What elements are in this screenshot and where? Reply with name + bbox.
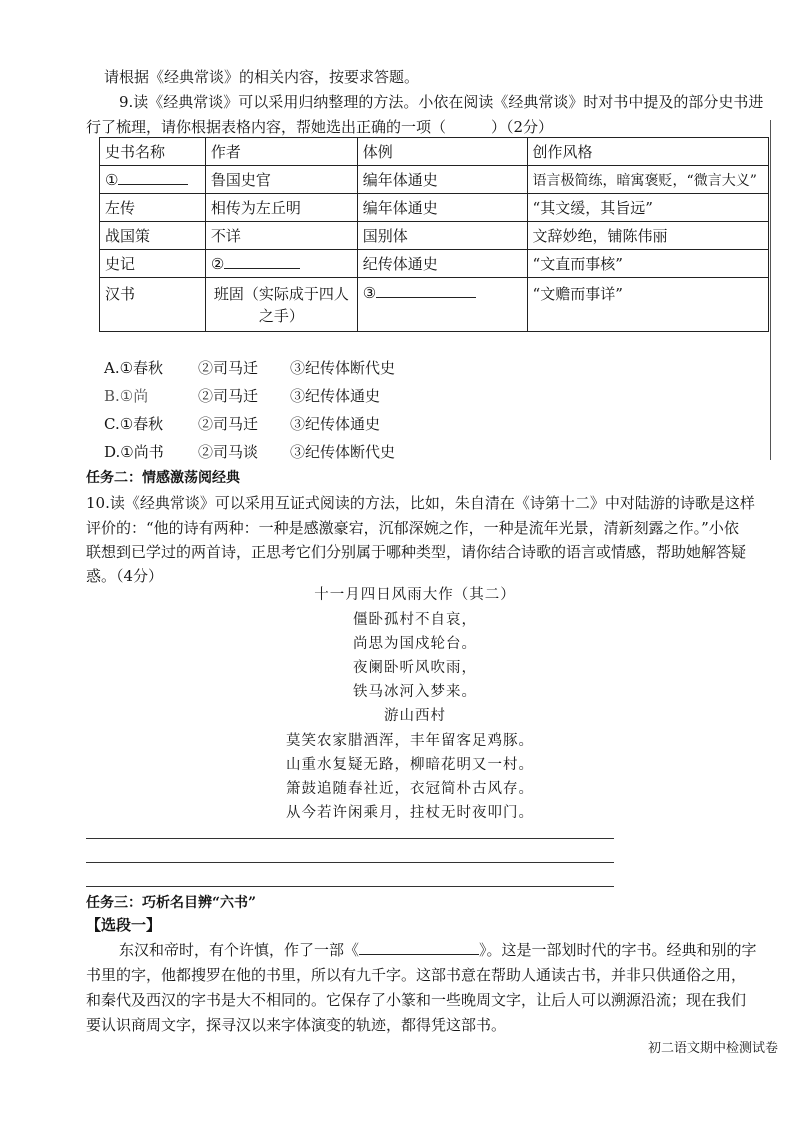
task2-heading: 任务二：情感激荡阅经典 (86, 470, 240, 486)
answer-blank-3 (376, 283, 476, 298)
poem2-line: 山重水复疑无路，柳暗花明又一村。 (286, 757, 534, 773)
cell-creation: “文赡而事详” (527, 278, 768, 332)
cell-creation: “其文缓，其旨远” (527, 194, 768, 222)
option-c: ③纪传体断代史 (290, 359, 396, 377)
cell-creation: “文直而事核” (527, 250, 768, 278)
option-b: ②司马谈 (198, 443, 259, 461)
cell-style: 纪传体通史 (357, 250, 527, 278)
option-c: ③纪传体断代史 (290, 443, 396, 461)
table-row (100, 222, 769, 250)
cell-style: 编年体通史 (357, 166, 527, 194)
scan-edge-line (770, 120, 771, 460)
cell-style: 国别体 (357, 222, 527, 250)
header-style: 体例 (357, 138, 527, 166)
excerpt-label: 【选段一】 (86, 916, 162, 934)
option-b: ②司马迁 (198, 415, 259, 433)
header-book: 史书名称 (100, 138, 206, 166)
option-b: ②司马迁 (198, 359, 259, 377)
poem2-line: 从今若许闲乘月，拄杖无时夜叩门。 (286, 805, 534, 821)
cell-author: 鲁国史官 (205, 166, 357, 194)
blank-marker: ② (210, 255, 225, 273)
excerpt-text: 》。这是一部划时代的字书。经典和别的字 (479, 941, 757, 959)
cell-author: 不详 (205, 222, 357, 250)
cell-book: 左传 (100, 194, 206, 222)
table-row (100, 278, 769, 332)
excerpt-line3: 和秦代及西汉的字书是大不相同的。它保存了小篆和一些晚周文字，让后人可以溯源沿流；现在我们 (86, 991, 747, 1009)
answer-blank-1 (118, 170, 188, 185)
cell-creation: 文辞妙绝，铺陈伟丽 (527, 222, 768, 250)
cell-author: 相传为左丘明 (205, 194, 357, 222)
table-row (100, 250, 769, 278)
q9-line1: 9.读《经典常谈》可以采用归纳整理的方法。小依在阅读《经典常谈》时对书中提及的部分史书进 (119, 93, 764, 111)
header-author: 作者 (205, 138, 357, 166)
poem2-line: 莫笑农家腊酒浑，丰年留客足鸡豚。 (286, 733, 534, 749)
option-label: B.①尚 (104, 387, 149, 405)
task3-heading: 任务三：巧析名目辨“六书” (86, 895, 257, 911)
poem1-title: 十一月四日风雨大作（其二） (314, 587, 516, 603)
q9-line2: 行了梳理，请你根据表格内容，帮她选出正确的一项（ ）（2分） (86, 118, 554, 136)
option-c-row (104, 413, 380, 434)
poem2-line: 箫鼓追随春社近，衣冠简朴古风存。 (286, 781, 534, 797)
option-d-row (104, 441, 395, 462)
option-a (104, 357, 395, 378)
cell-book (100, 166, 206, 194)
intro-text: 请根据《经典常谈》的相关内容，按要求答题。 (104, 68, 420, 86)
cell-style (357, 278, 527, 332)
q10-line1: 10.读《经典常谈》可以采用互证式阅读的方法，比如，朱自清在《诗第十二》中对陆游的诗歌是这样 (86, 494, 755, 512)
cell-book: 战国策 (100, 222, 206, 250)
option-label: C.①春秋 (104, 415, 164, 433)
option-label: A.①春秋 (104, 359, 164, 377)
excerpt-line1 (119, 939, 757, 960)
q10-line4: 惑。（4分） (86, 567, 164, 585)
excerpt-line4: 要认识商周文字，探寻汉以来字体演变的轨迹，都得凭这部书。 (86, 1016, 507, 1034)
option-c: ③纪传体通史 (290, 387, 381, 405)
answer-line (86, 862, 614, 863)
excerpt-line2: 书里的字，他都搜罗在他的书里，所以有九千字。这部书意在帮助人通读古书，并非只供通俗之用， (86, 966, 747, 984)
option-b: ②司马迁 (198, 387, 259, 405)
blank-marker: ① (105, 171, 119, 189)
q10-line2: 评价的：“他的诗有两种：一种是感激豪宕，沉郁深婉之作，一种是流年光景，清新刻露之作。”小依 (86, 519, 739, 537)
option-c: ③纪传体通史 (290, 415, 381, 433)
poem1-line: 铁马冰河入梦来。 (353, 684, 477, 700)
cell-book: 汉书 (100, 278, 206, 332)
option-b-row (104, 385, 380, 406)
poem1-line: 尚思为国戍轮台。 (353, 636, 477, 652)
cell-author (205, 250, 357, 278)
page-footer: 初二语文期中检测试卷 (648, 1041, 779, 1056)
table-header-row (100, 138, 769, 166)
excerpt-text: 东汉和帝时，有个许慎，作了一部《 (119, 941, 360, 959)
table-row (100, 194, 769, 222)
answer-blank-2 (224, 254, 300, 269)
poem2-title: 游山西村 (384, 708, 446, 724)
poem1-line: 僵卧孤村不自哀， (353, 612, 477, 628)
book-title-blank (359, 940, 479, 955)
option-label: D.①尚书 (104, 443, 164, 461)
q10-line3: 联想到已学过的两首诗，正思考它们分别属于哪种类型，请你结合诗歌的语言或情感，帮助她解答疑 (86, 543, 747, 561)
answer-line (86, 886, 614, 887)
history-books-table (99, 137, 769, 332)
cell-style: 编年体通史 (357, 194, 527, 222)
cell-creation: 语言极简练，暗寓褒贬，“微言大义” (527, 166, 768, 194)
header-creation: 创作风格 (527, 138, 768, 166)
poem1-line: 夜阑卧听风吹雨， (353, 660, 477, 676)
table-row (100, 166, 769, 194)
cell-author: 班固（实际成于四人之手） (205, 278, 357, 332)
blank-marker: ③ (362, 284, 377, 302)
cell-book: 史记 (100, 250, 206, 278)
answer-line (86, 838, 614, 839)
